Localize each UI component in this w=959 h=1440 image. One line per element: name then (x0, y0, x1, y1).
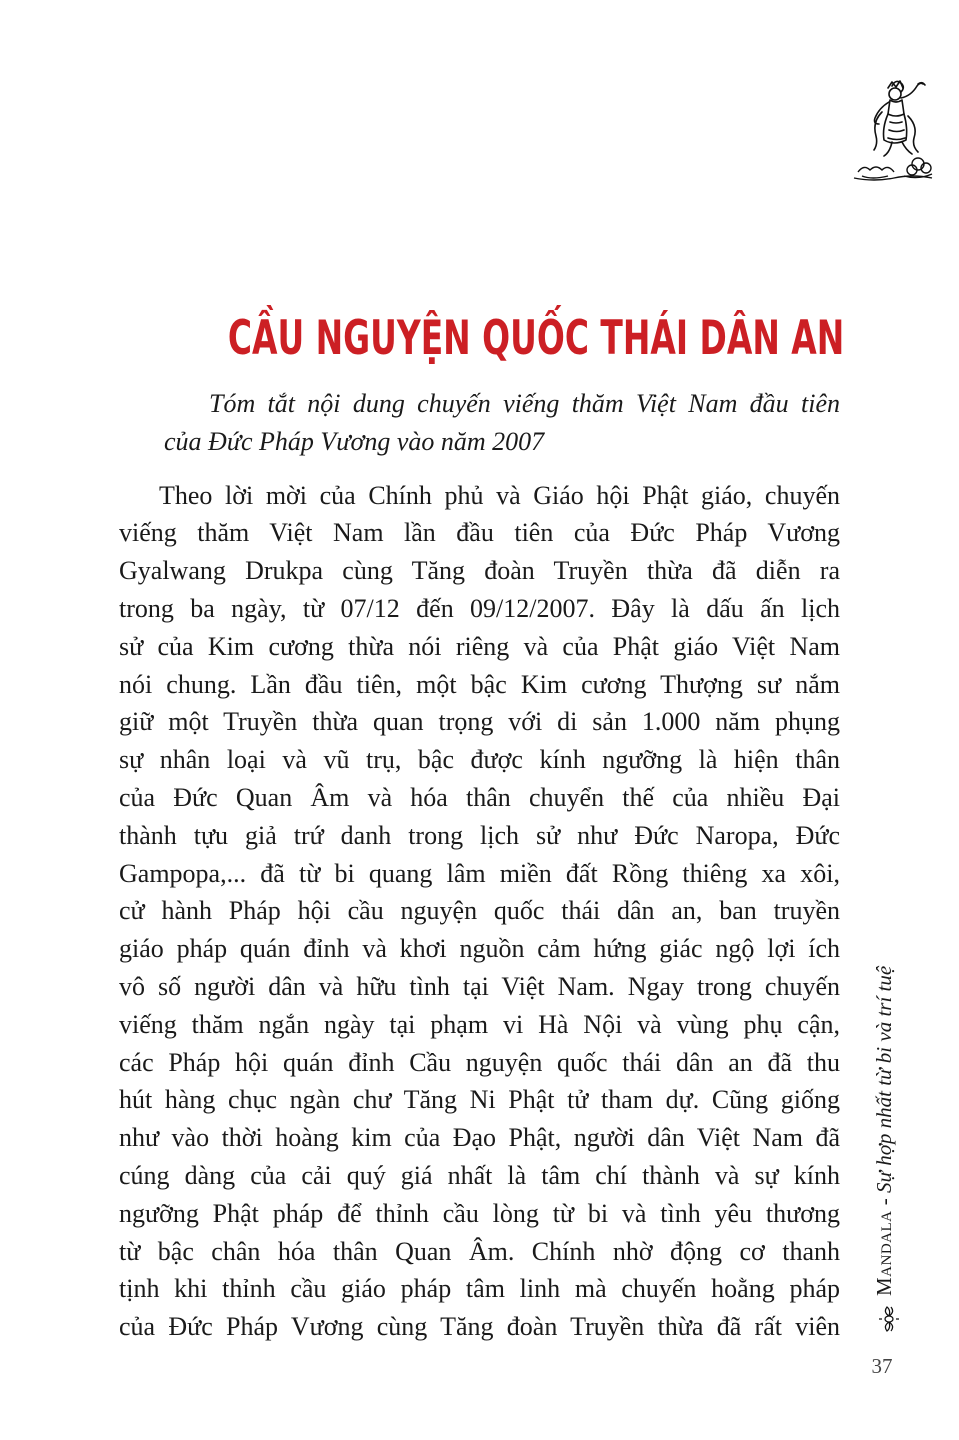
body-paragraph (119, 477, 840, 1346)
chapter-title: CẦU NGUYỆN QUỐC THÁI DÂN AN (227, 311, 845, 367)
body-line: ngưỡng Phật pháp để thỉnh cầu lòng từ bi và tình yêu thương (119, 1198, 840, 1228)
body-line: trong ba ngày, từ 07/12 đến 09/12/2007. Đây là dấu ấn lịch (119, 593, 840, 623)
body-line: hút hàng chục ngàn chư Tăng Ni Phật tử tham dự. Cũng giống (119, 1085, 840, 1115)
body-line: Theo lời mời của Chính phủ và Giáo hội Phật giáo, chuyến (159, 480, 840, 510)
page-number: 37 (871, 1354, 893, 1378)
chapter-body (119, 385, 840, 1346)
body-line: sự nhân loại và vũ trụ, bậc được kính ngưỡng là hiện thân (119, 745, 840, 775)
body-line: các Pháp hội quán đỉnh Cầu nguyện quốc thái dân an đã thu (119, 1047, 840, 1077)
vajra-icon (878, 1306, 900, 1332)
series-name: Mandala (872, 1210, 896, 1296)
chapter-subtitle (119, 385, 840, 461)
body-line: của Đức Pháp Vương cùng Tăng đoàn Truyền thừa đã rất viên (119, 1312, 840, 1342)
body-line: của Đức Quan Âm và hóa thân chuyển thế của nhiều Đại (119, 782, 840, 812)
body-line: viếng thăm Việt Nam lần đầu tiên của Đức Pháp Vương (119, 518, 840, 548)
body-line: sử của Kim cương thừa nói riêng và của Phật giáo Việt Nam (119, 631, 840, 661)
body-line: tịnh khi thỉnh cầu giáo pháp tâm linh mà chuyến hoằng pháp (119, 1274, 840, 1304)
body-line: giữ một Truyền thừa quan trọng với di sản 1.000 năm phụng (119, 707, 840, 737)
body-line: như vào thời hoàng kim của Đạo Phật, người dân Việt Nam đã (119, 1123, 840, 1153)
subtitle-line: của Đức Pháp Vương vào năm 2007 (164, 426, 545, 456)
subtitle-line: Tóm tắt nội dung chuyến viếng thăm Việt Nam đầu tiên (209, 389, 840, 418)
body-line: giáo pháp quán đỉnh và khơi nguồn cảm hứng giác ngộ lợi ích (119, 934, 840, 964)
body-line: cử hành Pháp hội cầu nguyện quốc thái dân an, ban truyền (119, 896, 840, 926)
body-line: Gyalwang Drukpa cùng Tăng đoàn Truyền thừa đã diễn ra (119, 556, 840, 586)
body-line: thành tựu giả trứ danh trong lịch sử như Đức Naropa, Đức (119, 820, 840, 850)
header-separator: - (872, 1193, 896, 1211)
body-line: viếng thăm ngắn ngày tại phạm vi Hà Nội và vùng phụ cận, (119, 1009, 840, 1039)
body-line: từ bậc chân hóa thân Quan Âm. Chính nhờ động cơ thanh (119, 1236, 840, 1266)
running-header-vertical (872, 966, 897, 1296)
body-line: nói chung. Lần đầu tiên, một bậc Kim cương Thượng sư nắm (119, 669, 840, 699)
body-line: vô số người dân và hữu tình tại Việt Nam. Ngay trong chuyến (119, 971, 840, 1001)
body-line: Gampopa,... đã từ bi quang lâm miền đất Rồng thiêng xa xôi, (119, 858, 840, 888)
deity-figure-illustration (852, 72, 936, 184)
body-line: cúng dàng của cải quý giá nhất là tâm chí thành và sự kính (119, 1160, 840, 1190)
book-title: Sự hợp nhất từ bi và trí tuệ (872, 965, 896, 1193)
